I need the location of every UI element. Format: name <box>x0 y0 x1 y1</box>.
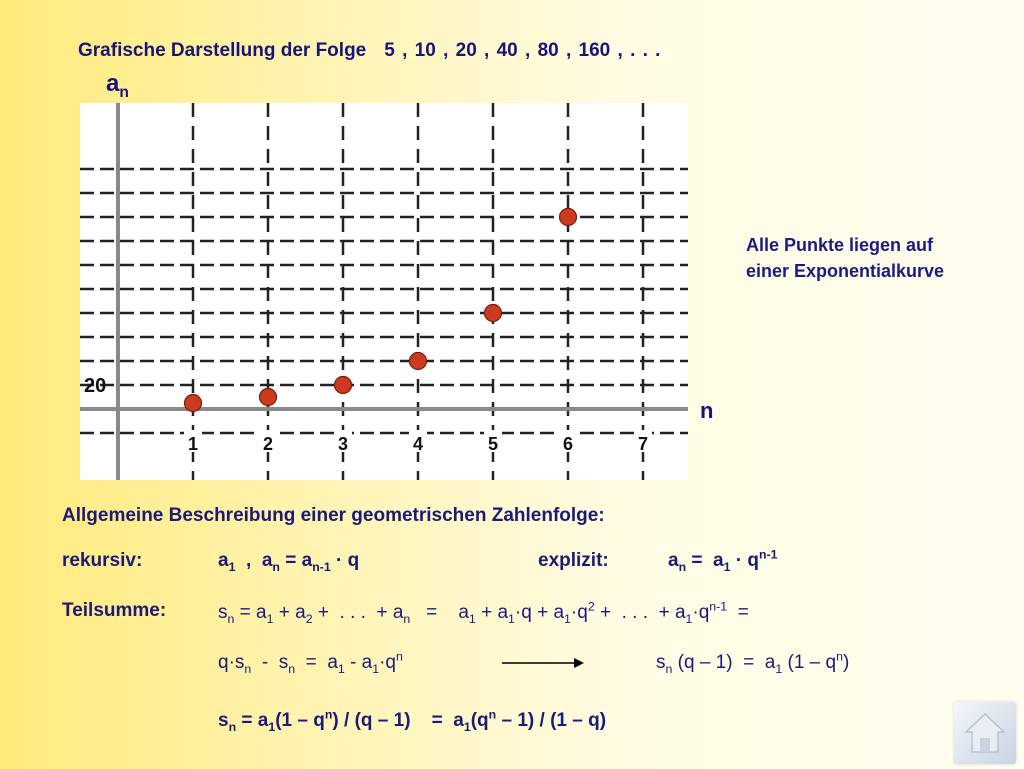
x-tick-label: 1 <box>187 434 199 454</box>
explizit-label: explizit: <box>538 550 609 571</box>
data-point <box>560 209 577 226</box>
teilsumme-formula: $s_n = a_1 + a_2$ + . . . + $a_n$ = $a_1 + a_1\cdot q + a_1\cdot q^2$ + . . . + $a_1\cdot q^{n-1}$ = <box>218 599 749 626</box>
x-tick-label: 2 <box>262 434 274 454</box>
data-point <box>185 395 202 412</box>
data-point <box>410 353 427 370</box>
data-point <box>485 305 502 322</box>
x-tick-label: 3 <box>337 434 349 454</box>
teilsumme-label: Teilsumme: <box>62 600 167 621</box>
x-tick-label: 5 <box>487 434 499 454</box>
rekursiv-label: rekursiv: <box>62 550 143 571</box>
data-point <box>335 377 352 394</box>
explizit-formula: $a_n = a_1 \cdot q^{n-1}$ <box>668 547 778 574</box>
x-tick-label: 7 <box>637 434 649 454</box>
chart-title <box>78 40 660 62</box>
x-axis-label: n <box>700 398 714 423</box>
difference-formula: $q\cdot s_n - s_n = a_1 - a_1\cdot q^n$ <box>218 649 403 676</box>
exponential-note: Alle Punkte liegen auf einer Exponentialkurve <box>746 235 945 281</box>
title-sequence: 5 , 10 , 20 , 40 , 80 , 160 , . . . <box>384 40 661 61</box>
arrow-icon <box>502 656 586 670</box>
y-axis-label: $a_n$ <box>106 70 129 101</box>
title-text: Grafische Darstellung der Folge <box>78 40 367 61</box>
sum-formula: $s_n = a_1(1 - q^n) / (q - 1)$ = $a_1(q^n - 1) / (1 - q)$ <box>218 707 607 734</box>
home-icon <box>954 702 1016 764</box>
plot-background <box>80 103 688 480</box>
rekursiv-formula: $a_1$ , $a_n = a_{n-1} \cdot q$ <box>218 550 360 574</box>
description-heading: Allgemeine Beschreibung einer geometrischen Zahlenfolge: <box>62 505 605 526</box>
y-tick-label: 20 <box>84 375 107 397</box>
home-button[interactable] <box>954 702 1016 764</box>
x-tick-label: 4 <box>412 434 424 454</box>
scatter-chart <box>80 100 690 485</box>
factored-formula: $s_n$ $(q - 1) = a_1$ $(1 - q^n)$ <box>656 649 850 676</box>
x-tick-label: 6 <box>562 434 574 454</box>
data-point <box>260 389 277 406</box>
